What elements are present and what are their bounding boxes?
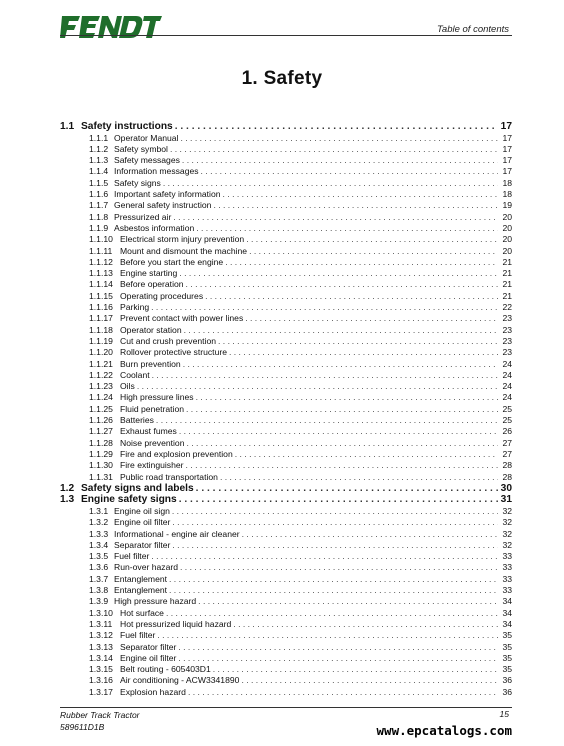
toc-entry[interactable] bbox=[60, 268, 512, 279]
toc-entry[interactable] bbox=[60, 359, 512, 370]
toc-entry[interactable] bbox=[60, 630, 512, 641]
dot-leader bbox=[173, 212, 498, 223]
dot-leader bbox=[213, 664, 498, 675]
dot-leader bbox=[180, 562, 498, 573]
toc-entry[interactable] bbox=[60, 121, 512, 133]
dot-leader bbox=[196, 223, 498, 234]
toc-entry-title: Explosion hazard bbox=[120, 686, 186, 697]
dot-leader bbox=[241, 675, 498, 686]
toc-entry-number: 1.3 bbox=[60, 494, 75, 506]
toc-entry-page: 30 bbox=[500, 482, 512, 494]
toc-entry-number: 1.3.11 bbox=[89, 618, 113, 629]
fendt-logo bbox=[60, 14, 162, 40]
toc-entry-title: Asbestos information bbox=[114, 222, 195, 233]
toc-entry-page: 20 bbox=[502, 211, 512, 222]
toc-entry-page: 27 bbox=[502, 448, 512, 459]
toc-entry-title: Safety symbol bbox=[114, 143, 168, 154]
toc-entry[interactable] bbox=[60, 585, 512, 596]
chapter-title: 1. Safety bbox=[241, 68, 323, 89]
footer-page-number: 15 bbox=[499, 709, 509, 719]
toc-entry-number: 1.1.17 bbox=[89, 313, 113, 324]
toc-entry-number: 1.1.28 bbox=[89, 437, 113, 448]
dot-leader bbox=[163, 178, 498, 189]
toc-entry-number: 1.3.1 bbox=[89, 505, 109, 516]
toc-entry[interactable] bbox=[60, 381, 512, 392]
toc-entry-number: 1.3.6 bbox=[89, 562, 109, 573]
toc-entry-number: 1.1.1 bbox=[89, 132, 109, 143]
dot-leader bbox=[156, 415, 498, 426]
toc-entry-page: 28 bbox=[502, 460, 512, 471]
toc-entry-title: Separator filter bbox=[120, 641, 177, 652]
toc-entry[interactable] bbox=[60, 370, 512, 381]
toc-entry-page: 35 bbox=[502, 630, 512, 641]
toc-entry-number: 1.1.30 bbox=[89, 460, 113, 471]
toc-entry-page: 35 bbox=[502, 664, 512, 675]
toc-entry[interactable] bbox=[60, 200, 512, 211]
toc-entry-number: 1.1.15 bbox=[89, 290, 113, 301]
footer-product: Rubber Track Tractor bbox=[60, 710, 140, 720]
dot-leader bbox=[198, 596, 498, 607]
toc-entry-page: 32 bbox=[502, 539, 512, 550]
toc-entry-title: General safety instruction bbox=[114, 200, 212, 211]
toc-entry-title: Fluid penetration bbox=[120, 403, 185, 414]
toc-entry-number: 1.3.12 bbox=[89, 630, 113, 641]
toc-entry[interactable] bbox=[60, 653, 512, 664]
toc-entry-page: 33 bbox=[502, 551, 512, 562]
dot-leader bbox=[179, 494, 498, 506]
toc-entry-number: 1.1.6 bbox=[89, 189, 109, 200]
toc-entry[interactable] bbox=[60, 302, 512, 313]
dot-leader bbox=[184, 325, 498, 336]
toc-entry[interactable] bbox=[60, 166, 512, 177]
svg-text:FENDT: FENDT bbox=[60, 14, 64, 15]
toc-entry-title: Engine oil filter bbox=[120, 652, 177, 663]
toc-entry-title: Operator Manual bbox=[114, 132, 179, 143]
toc-entry-title: Oils bbox=[120, 381, 135, 392]
toc-entry-page: 25 bbox=[502, 415, 512, 426]
toc-entry[interactable] bbox=[60, 246, 512, 257]
dot-leader bbox=[220, 472, 498, 483]
dot-leader bbox=[196, 392, 498, 403]
dot-leader bbox=[169, 585, 498, 596]
toc-entry-page: 24 bbox=[502, 381, 512, 392]
toc-entry-page: 17 bbox=[502, 155, 512, 166]
toc-entry-page: 20 bbox=[502, 245, 512, 256]
dot-leader bbox=[172, 540, 498, 551]
toc-entry-title: Engine starting bbox=[120, 268, 178, 279]
dot-leader bbox=[169, 574, 498, 585]
toc-entry-number: 1.1.14 bbox=[89, 279, 113, 290]
dot-leader bbox=[188, 687, 498, 698]
toc-entry[interactable] bbox=[60, 619, 512, 630]
toc-entry-page: 33 bbox=[502, 573, 512, 584]
dot-leader bbox=[175, 121, 498, 133]
toc-entry-title: Fire extinguisher bbox=[120, 460, 184, 471]
toc-entry-title: Coolant bbox=[120, 369, 150, 380]
toc-entry-number: 1.1.9 bbox=[89, 222, 109, 233]
toc-entry-page: 18 bbox=[502, 189, 512, 200]
toc-entry-title: Air conditioning - ACW3341890 bbox=[120, 675, 240, 686]
dot-leader bbox=[246, 234, 498, 245]
toc-entry-page: 24 bbox=[502, 358, 512, 369]
toc-entry[interactable] bbox=[60, 257, 512, 268]
toc-entry-number: 1.1.22 bbox=[89, 369, 113, 380]
dot-leader bbox=[186, 279, 498, 290]
toc-entry[interactable] bbox=[60, 664, 512, 675]
toc-entry[interactable] bbox=[60, 189, 512, 200]
toc-entry-title: Safety signs and labels bbox=[81, 482, 194, 494]
dot-leader bbox=[179, 426, 498, 437]
toc-entry-title: Operating procedures bbox=[120, 290, 204, 301]
toc-entry-number: 1.1.20 bbox=[89, 347, 113, 358]
toc-entry[interactable] bbox=[60, 506, 512, 517]
toc-entry-number: 1.1.21 bbox=[89, 358, 113, 369]
toc-entry-page: 19 bbox=[502, 200, 512, 211]
toc-entry-number: 1.3.4 bbox=[89, 539, 109, 550]
toc-entry[interactable] bbox=[60, 325, 512, 336]
toc-entry-page: 26 bbox=[502, 426, 512, 437]
toc-entry[interactable] bbox=[60, 551, 512, 562]
toc-entry-number: 1.1.18 bbox=[89, 324, 113, 335]
toc-entry-number: 1.3.9 bbox=[89, 596, 109, 607]
toc-entry-page: 31 bbox=[500, 494, 512, 506]
toc-entry-number: 1.1.11 bbox=[89, 245, 113, 256]
toc-entry-title: Fuel filter bbox=[120, 630, 156, 641]
toc-entry-page: 21 bbox=[502, 279, 512, 290]
toc-entry-title: Parking bbox=[120, 302, 150, 313]
toc-entry[interactable] bbox=[60, 291, 512, 302]
toc-entry-page: 27 bbox=[502, 437, 512, 448]
toc-entry-page: 34 bbox=[502, 596, 512, 607]
dot-leader bbox=[186, 404, 498, 415]
toc-entry-number: 1.1.5 bbox=[89, 177, 109, 188]
toc-entry-page: 23 bbox=[502, 324, 512, 335]
toc-entry-title: Safety instructions bbox=[81, 121, 173, 132]
toc-entry[interactable] bbox=[60, 517, 512, 528]
toc-entry-title: Engine oil filter bbox=[114, 517, 171, 528]
dot-leader bbox=[187, 438, 499, 449]
dot-leader bbox=[157, 630, 498, 641]
toc-entry-title: Public road transportation bbox=[120, 471, 218, 482]
toc-entry-page: 21 bbox=[502, 268, 512, 279]
toc-entry[interactable] bbox=[60, 483, 512, 495]
toc-entry-title: Pressurized air bbox=[114, 211, 172, 222]
dot-leader bbox=[249, 246, 498, 257]
toc-entry-number: 1.1.26 bbox=[89, 415, 113, 426]
dot-leader bbox=[205, 291, 498, 302]
toc-entry[interactable] bbox=[60, 608, 512, 619]
toc-entry-page: 23 bbox=[502, 347, 512, 358]
toc-entry-title: Informational - engine air cleaner bbox=[114, 528, 240, 539]
toc-entry-title: Cut and crush prevention bbox=[120, 335, 217, 346]
toc-entry-number: 1.3.7 bbox=[89, 573, 109, 584]
toc-entry-number: 1.3.17 bbox=[89, 686, 113, 697]
toc-entry[interactable] bbox=[60, 392, 512, 403]
toc-entry[interactable] bbox=[60, 494, 512, 506]
toc-entry-page: 24 bbox=[502, 392, 512, 403]
dot-leader bbox=[233, 619, 498, 630]
toc-entry[interactable] bbox=[60, 472, 512, 483]
dot-leader bbox=[172, 506, 498, 517]
toc-entry[interactable] bbox=[60, 460, 512, 471]
toc-entry-number: 1.1.23 bbox=[89, 381, 113, 392]
toc-entry-page: 36 bbox=[502, 686, 512, 697]
footer-info bbox=[60, 709, 140, 733]
toc-entry-number: 1.3.13 bbox=[89, 641, 113, 652]
dot-leader bbox=[137, 381, 498, 392]
toc-entry-number: 1.3.3 bbox=[89, 528, 109, 539]
toc-entry-title: Fuel filter bbox=[114, 551, 150, 562]
toc-entry-page: 25 bbox=[502, 403, 512, 414]
toc-entry-title: Information messages bbox=[114, 166, 199, 177]
toc-entry-title: Run-over hazard bbox=[114, 562, 179, 573]
dot-leader bbox=[179, 268, 498, 279]
toc-entry-title: Engine safety signs bbox=[81, 494, 177, 506]
toc-entry[interactable] bbox=[60, 336, 512, 347]
toc-entry-page: 17 bbox=[502, 143, 512, 154]
toc-entry-title: Entanglement bbox=[114, 585, 168, 596]
toc-entry-title: Burn prevention bbox=[120, 358, 181, 369]
toc-entry-title: Fire and explosion prevention bbox=[120, 448, 233, 459]
dot-leader bbox=[213, 200, 498, 211]
toc-entry-page: 22 bbox=[502, 302, 512, 313]
toc-entry-title: Noise prevention bbox=[120, 437, 185, 448]
toc-entry-title: Batteries bbox=[120, 415, 154, 426]
dot-leader bbox=[166, 608, 498, 619]
toc-entry-number: 1.1.13 bbox=[89, 268, 113, 279]
toc-entry[interactable] bbox=[60, 642, 512, 653]
toc-entry-number: 1.3.8 bbox=[89, 585, 109, 596]
toc-entry-title: Important safety information bbox=[114, 189, 221, 200]
dot-leader bbox=[151, 551, 498, 562]
toc-entry[interactable] bbox=[60, 562, 512, 573]
toc-entry-number: 1.3.15 bbox=[89, 664, 113, 675]
toc-entry-number: 1.1.10 bbox=[89, 234, 113, 245]
toc-entry-number: 1.3.16 bbox=[89, 675, 113, 686]
toc-entry-page: 23 bbox=[502, 313, 512, 324]
dot-leader bbox=[181, 133, 499, 144]
dot-leader bbox=[151, 302, 498, 313]
toc-entry-title: Operator station bbox=[120, 324, 182, 335]
toc-entry-page: 28 bbox=[502, 471, 512, 482]
toc-entry-page: 32 bbox=[502, 505, 512, 516]
dot-leader bbox=[196, 483, 498, 495]
toc-entry-title: High pressure hazard bbox=[114, 596, 197, 607]
toc-entry-title: Safety signs bbox=[114, 177, 161, 188]
toc-entry-number: 1.1.3 bbox=[89, 155, 109, 166]
toc-entry-page: 34 bbox=[502, 618, 512, 629]
toc-entry[interactable] bbox=[60, 438, 512, 449]
toc-entry-number: 1.1 bbox=[60, 121, 75, 132]
toc-entry-page: 33 bbox=[502, 562, 512, 573]
toc-entry-page: 20 bbox=[502, 222, 512, 233]
toc-entry-number: 1.1.29 bbox=[89, 448, 113, 459]
toc-entry[interactable] bbox=[60, 133, 512, 144]
toc-entry-title: Engine oil sign bbox=[114, 505, 170, 516]
toc-entry-number: 1.1.2 bbox=[89, 143, 109, 154]
toc-entry-page: 35 bbox=[502, 641, 512, 652]
dot-leader bbox=[172, 517, 498, 528]
toc-entry-number: 1.2 bbox=[60, 482, 75, 494]
toc-entry-number: 1.3.10 bbox=[89, 607, 113, 618]
toc-entry-title: Prevent contact with power lines bbox=[120, 313, 244, 324]
toc-entry[interactable] bbox=[60, 212, 512, 223]
header-rule bbox=[60, 35, 512, 36]
toc-entry[interactable] bbox=[60, 347, 512, 358]
toc-entry[interactable] bbox=[60, 155, 512, 166]
toc-entry-title: Hot surface bbox=[120, 607, 164, 618]
toc-entry[interactable] bbox=[60, 529, 512, 540]
toc-entry[interactable] bbox=[60, 675, 512, 686]
dot-leader bbox=[245, 313, 498, 324]
toc-entry-page: 17 bbox=[502, 166, 512, 177]
dot-leader bbox=[170, 144, 498, 155]
toc-entry[interactable] bbox=[60, 234, 512, 245]
toc-entry[interactable] bbox=[60, 144, 512, 155]
dot-leader bbox=[152, 370, 498, 381]
toc-entry-number: 1.1.8 bbox=[89, 211, 109, 222]
toc-entry-number: 1.3.5 bbox=[89, 551, 109, 562]
toc-entry-page: 18 bbox=[502, 177, 512, 188]
dot-leader bbox=[183, 359, 498, 370]
toc-entry[interactable] bbox=[60, 223, 512, 234]
toc-entry[interactable] bbox=[60, 426, 512, 437]
toc-entry-title: Separator filter bbox=[114, 539, 171, 550]
toc-entry-page: 36 bbox=[502, 675, 512, 686]
dot-leader bbox=[225, 257, 498, 268]
toc-entry-number: 1.3.2 bbox=[89, 517, 109, 528]
footer-rule bbox=[60, 707, 512, 708]
toc-entry-page: 34 bbox=[502, 607, 512, 618]
dot-leader bbox=[242, 529, 498, 540]
toc-entry-title: Belt routing - 605403D1 bbox=[120, 664, 211, 675]
dot-leader bbox=[218, 336, 498, 347]
toc-entry-page: 24 bbox=[502, 369, 512, 380]
dot-leader bbox=[223, 189, 498, 200]
toc-entry[interactable] bbox=[60, 279, 512, 290]
toc-entry-page: 20 bbox=[502, 234, 512, 245]
header-title: Table of contents bbox=[436, 24, 509, 35]
toc-entry-title: Rollover protective structure bbox=[120, 347, 227, 358]
toc-entry[interactable] bbox=[60, 574, 512, 585]
dot-leader bbox=[186, 460, 498, 471]
toc-entry-page: 32 bbox=[502, 528, 512, 539]
toc-entry-number: 1.1.16 bbox=[89, 302, 113, 313]
toc-entry-page: 32 bbox=[502, 517, 512, 528]
dot-leader bbox=[178, 642, 498, 653]
toc-entry-number: 1.1.31 bbox=[89, 471, 113, 482]
toc-entry-title: Electrical storm injury prevention bbox=[120, 234, 245, 245]
toc-entry[interactable] bbox=[60, 687, 512, 698]
toc-entry-title: Exhaust fumes bbox=[120, 426, 177, 437]
toc-entry-number: 1.1.25 bbox=[89, 403, 113, 414]
footer-code: 589611D1B bbox=[60, 722, 105, 732]
dot-leader bbox=[178, 653, 498, 664]
toc-entry-number: 1.1.27 bbox=[89, 426, 113, 437]
toc-entry-page: 23 bbox=[502, 335, 512, 346]
dot-leader bbox=[182, 155, 498, 166]
toc-entry-number: 1.3.14 bbox=[89, 652, 113, 663]
toc-entry[interactable] bbox=[60, 313, 512, 324]
toc-entry-page: 17 bbox=[502, 132, 512, 143]
toc-entry-number: 1.1.19 bbox=[89, 335, 113, 346]
toc-entry[interactable] bbox=[60, 415, 512, 426]
watermark: www.epcatalogs.com bbox=[376, 723, 512, 738]
toc-entry-title: High pressure lines bbox=[120, 392, 194, 403]
dot-leader bbox=[201, 166, 498, 177]
toc-entry[interactable] bbox=[60, 449, 512, 460]
toc-entry[interactable] bbox=[60, 404, 512, 415]
toc-entry-page: 21 bbox=[502, 256, 512, 267]
dot-leader bbox=[229, 347, 498, 358]
toc-entry-page: 17 bbox=[500, 121, 512, 132]
toc-entry-number: 1.1.4 bbox=[89, 166, 109, 177]
toc-entry-title: Before you start the engine bbox=[120, 256, 224, 267]
dot-leader bbox=[235, 449, 498, 460]
toc-entry[interactable] bbox=[60, 178, 512, 189]
toc-entry-title: Hot pressurized liquid hazard bbox=[120, 618, 232, 629]
toc-entry-number: 1.1.7 bbox=[89, 200, 109, 211]
toc-entry[interactable] bbox=[60, 596, 512, 607]
toc-entry-title: Mount and dismount the machine bbox=[120, 245, 248, 256]
toc-entry-page: 21 bbox=[502, 290, 512, 301]
toc-entry-number: 1.1.24 bbox=[89, 392, 113, 403]
toc-entry-title: Before operation bbox=[120, 279, 184, 290]
toc-entry-title: Safety messages bbox=[114, 155, 180, 166]
toc-entry-title: Entanglement bbox=[114, 573, 168, 584]
toc-entry-number: 1.1.12 bbox=[89, 256, 113, 267]
toc-entry-page: 35 bbox=[502, 652, 512, 663]
toc-entry[interactable] bbox=[60, 540, 512, 551]
toc-entry-page: 33 bbox=[502, 585, 512, 596]
table-of-contents bbox=[60, 121, 512, 698]
